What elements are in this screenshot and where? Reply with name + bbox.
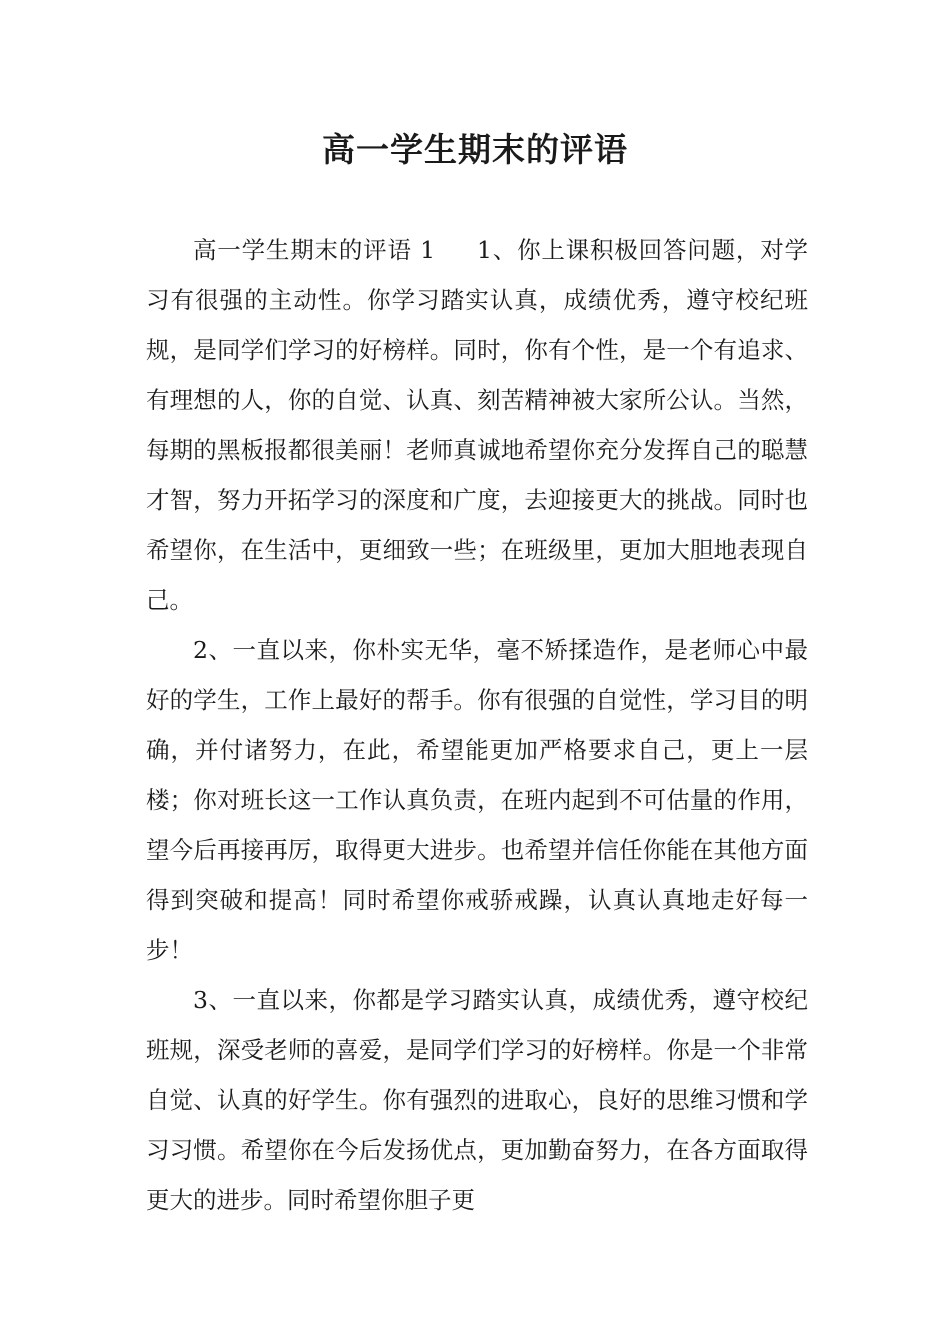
section-heading: 高一学生期末的评语 1 — [193, 236, 436, 264]
paragraph-2: 2、一直以来，你朴实无华，毫不矫揉造作，是老师心中最好的学生，工作上最好的帮手。你有很强的自觉性，学习目的明确，并付诸努力，在此，希望能更加严格要求自己，更上一层楼；你对班长这一工作认真负责，在班内起到不可估量的作用，望今后再接再厉，取得更大进步。也希望并信任你能在其他方面得到突破和提高！同时希望你戒骄戒躁，认真认真地走好每一步！ — [146, 636, 808, 964]
document-body — [146, 225, 808, 1225]
paragraph-1-text: 1、你上课积极回答问题，对学习有很强的主动性。你学习踏实认真，成绩优秀，遵守校纪班规，是同学们学习的好榜样。同时，你有个性，是一个有追求、有理想的人，你的自觉、认真、刻苦精神被大家所公认。当然，每期的黑板报都很美丽！老师真诚地希望你充分发挥自己的聪慧才智，努力开拓学习的深度和广度，去迎接更大的挑战。同时也希望你，在生活中，更细致一些；在班级里，更加大胆地表现自己。 — [146, 236, 809, 614]
document-title: 高一学生期末的评语 — [322, 130, 628, 169]
paragraph-3: 3、一直以来，你都是学习踏实认真，成绩优秀，遵守校纪班规，深受老师的喜爱，是同学们学习的好榜样。你是一个非常自觉、认真的好学生。你有强烈的进取心，良好的思维习惯和学习习惯。希望你在今后发扬优点，更加勤奋努力，在各方面取得更大的进步。同时希望你胆子更 — [146, 986, 808, 1214]
paragraph-1 — [146, 225, 808, 625]
